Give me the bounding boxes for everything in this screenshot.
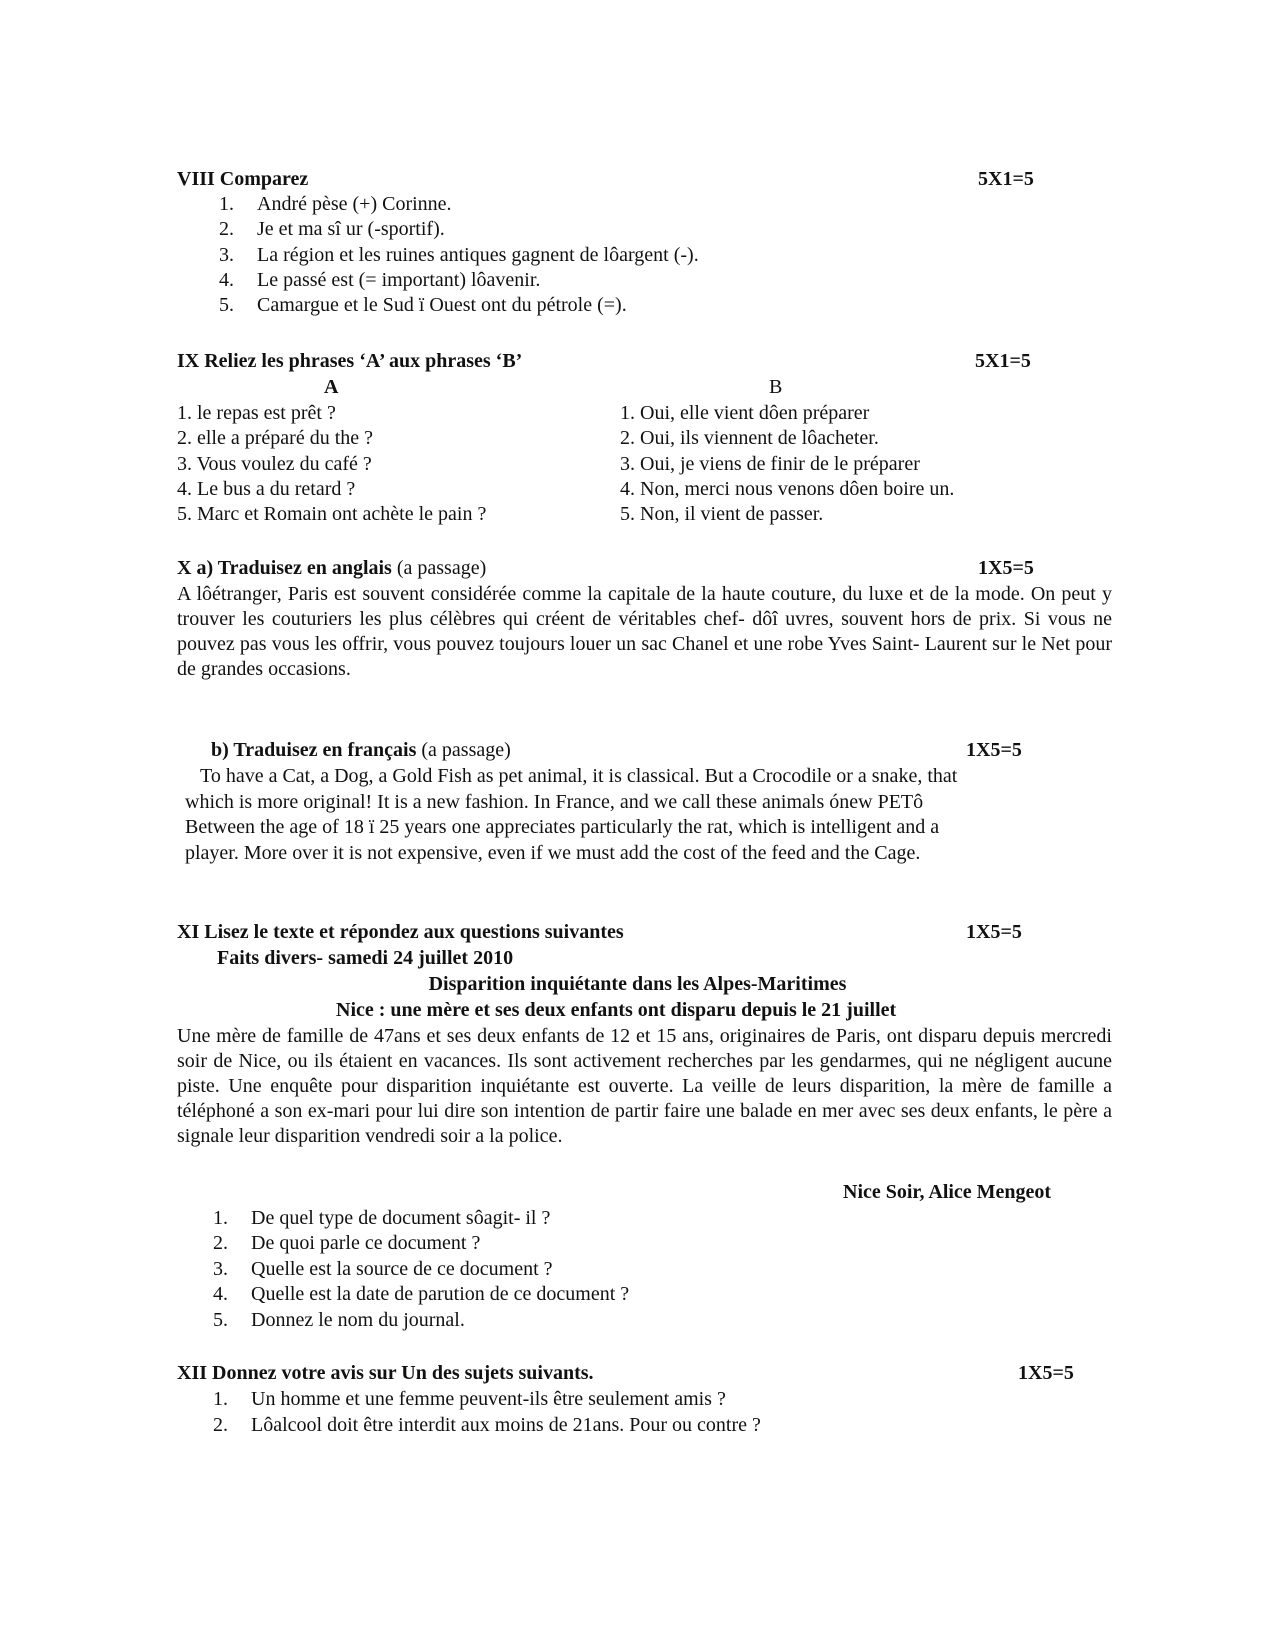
list-number: 1. bbox=[213, 1388, 228, 1410]
list-number: 2. bbox=[219, 218, 234, 240]
column-b-header: B bbox=[769, 376, 783, 398]
section-xa-marks: 1X5=5 bbox=[978, 557, 1034, 579]
section-xb-marks: 1X5=5 bbox=[966, 739, 1022, 761]
section-xb-title bbox=[211, 738, 511, 763]
list-text: De quel type de document sôagit- il ? bbox=[251, 1207, 551, 1229]
list-text: Camargue et le Sud ï Ouest ont du pétrole (=). bbox=[257, 294, 627, 316]
list-number: 2. bbox=[213, 1232, 228, 1254]
list-item: 1. Oui, elle vient dôen préparer bbox=[620, 402, 870, 424]
list-text: Je et ma sî ur (-sportif). bbox=[257, 218, 445, 240]
section-xa-title bbox=[177, 556, 486, 581]
article-subheadline: Nice : une mère et ses deux enfants ont disparu depuis le 21 juillet bbox=[336, 999, 897, 1021]
list-text: André pèse (+) Corinne. bbox=[257, 193, 452, 215]
passage-line: player. More over it is not expensive, even if we must add the cost of the feed and the Cage. bbox=[185, 842, 921, 864]
list-item: 4. Le bus a du retard ? bbox=[177, 478, 356, 500]
passage-line: To have a Cat, a Dog, a Gold Fish as pet animal, it is classical. But a Crocodile or a snake, that bbox=[200, 765, 958, 787]
list-number: 1. bbox=[219, 193, 234, 215]
section-xa-title-note: (a passage) bbox=[391, 557, 487, 579]
column-a-header: A bbox=[324, 376, 339, 398]
section-xi-title: XI Lisez le texte et répondez aux questions suivantes bbox=[177, 921, 624, 943]
list-number: 2. bbox=[213, 1414, 228, 1436]
section-xb-title-note: (a passage) bbox=[416, 739, 511, 761]
list-text: De quoi parle ce document ? bbox=[251, 1232, 481, 1254]
list-number: 3. bbox=[219, 244, 234, 266]
section-ix-marks: 5X1=5 bbox=[975, 350, 1031, 372]
section-xb-title-text: b) Traduisez en français bbox=[211, 739, 417, 761]
passage-line: Between the age of 18 ï 25 years one appreciates particularly the rat, which is intelligent and a bbox=[185, 816, 940, 838]
article-body bbox=[177, 1024, 1112, 1149]
list-text: Quelle est la source de ce document ? bbox=[251, 1258, 553, 1280]
list-text: Le passé est (= important) lôavenir. bbox=[257, 269, 541, 291]
list-item: 1. le repas est prêt ? bbox=[177, 402, 336, 424]
list-number: 5. bbox=[213, 1309, 228, 1331]
article-text: Une mère de famille de 47ans et ses deux enfants de 12 et 15 ans, originaires de Paris, ont disparu depuis mercredi soir de Nice, ou ils étaient en vacances. Ils sont activement recherches par les gendarmes, qui ne négligent aucune piste. Une enquête pour disparition inquiétante est ouverte. La veille de leurs disparition, la mère de famille a téléphoné a son ex-mari pour lui dire son intention de partir faire une balade en mer avec ses deux enfants, le père a signale leur disparition vendredi soir a la police. bbox=[177, 1025, 1112, 1147]
passage-line: which is more original! It is a new fashion. In France, and we call these animals ónew PETô bbox=[185, 791, 924, 813]
section-ix-title: IX Reliez les phrases ‘A’ aux phrases ‘B’ bbox=[177, 350, 523, 372]
list-item: 5. Non, il vient de passer. bbox=[620, 503, 824, 525]
list-item: 3. Oui, je viens de finir de le préparer bbox=[620, 453, 920, 475]
section-xii-marks: 1X5=5 bbox=[1018, 1362, 1074, 1384]
passage-text: A lôétranger, Paris est souvent considérée comme la capitale de la haute couture, du luxe et de la mode. On peut y trouver les couturiers les plus célèbres qui créent de véritables chef- dôî uvres, souvent hors de prix. Si vous ne pouvez pas vous les offrir, vous pouvez toujours louer un sac Chanel et une robe Yves Saint- Laurent sur le Net pour de grandes occasions. bbox=[177, 583, 1112, 680]
list-item: 2. Oui, ils viennent de lôacheter. bbox=[620, 427, 879, 449]
list-number: 4. bbox=[219, 269, 234, 291]
section-xi-marks: 1X5=5 bbox=[966, 921, 1022, 943]
section-viii-marks: 5X1=5 bbox=[978, 168, 1034, 190]
list-item: 5. Marc et Romain ont achète le pain ? bbox=[177, 503, 487, 525]
list-item: 3. Vous voulez du café ? bbox=[177, 453, 372, 475]
section-xa-title-text: X a) Traduisez en anglais bbox=[177, 557, 392, 579]
list-item: 2. elle a préparé du the ? bbox=[177, 427, 374, 449]
article-headline: Disparition inquiétante dans les Alpes-Maritimes bbox=[428, 973, 847, 995]
list-number: 5. bbox=[219, 294, 234, 316]
list-text: Lôalcool doit être interdit aux moins de 21ans. Pour ou contre ? bbox=[251, 1414, 761, 1436]
list-text: Un homme et une femme peuvent-ils être seulement amis ? bbox=[251, 1388, 726, 1410]
section-xa-passage bbox=[177, 582, 1112, 682]
section-viii-title: VIII Comparez bbox=[177, 168, 309, 190]
list-number: 3. bbox=[213, 1258, 228, 1280]
article-source: Nice Soir, Alice Mengeot bbox=[843, 1181, 1052, 1203]
article-dateline: Faits divers- samedi 24 juillet 2010 bbox=[217, 947, 514, 969]
section-xii-title: XII Donnez votre avis sur Un des sujets suivants. bbox=[177, 1362, 594, 1384]
list-item: 4. Non, merci nous venons dôen boire un. bbox=[620, 478, 955, 500]
list-text: Donnez le nom du journal. bbox=[251, 1309, 465, 1331]
list-number: 1. bbox=[213, 1207, 228, 1229]
list-number: 4. bbox=[213, 1283, 228, 1305]
list-text: La région et les ruines antiques gagnent de lôargent (-). bbox=[257, 244, 699, 266]
list-text: Quelle est la date de parution de ce document ? bbox=[251, 1283, 630, 1305]
